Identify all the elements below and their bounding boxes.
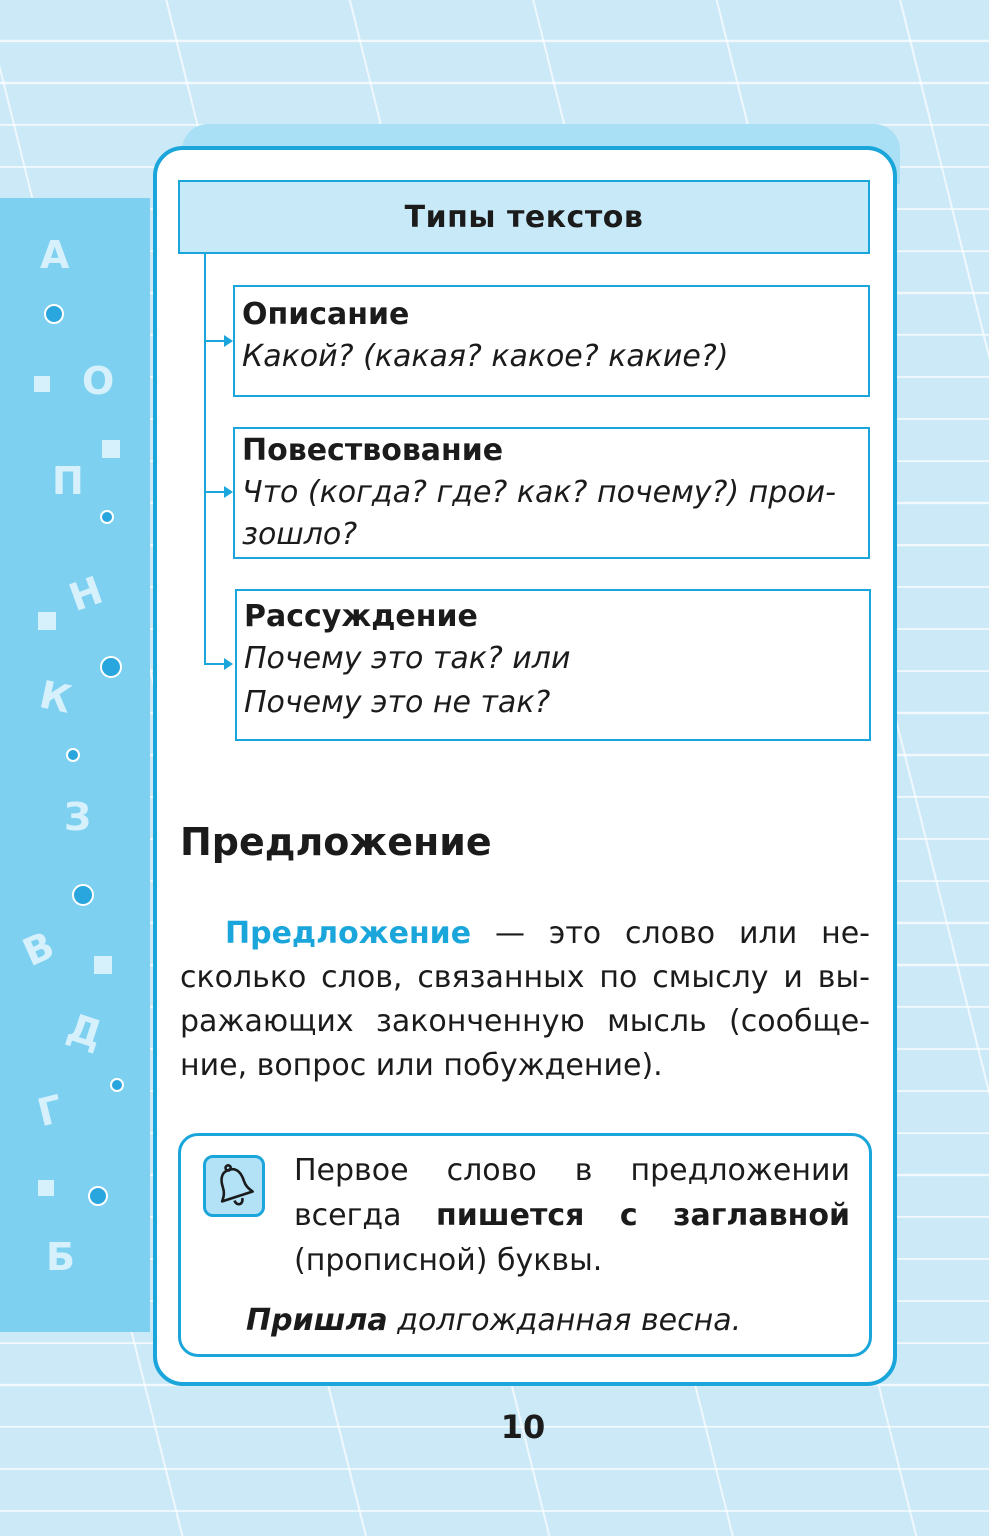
side-letter-z: З xyxy=(64,795,91,839)
text-type-description xyxy=(233,285,870,397)
text-type-question: Почему это не так? xyxy=(244,685,551,720)
decor-square xyxy=(102,440,120,458)
side-letter-a: А xyxy=(40,233,70,277)
rule-text xyxy=(294,1148,850,1283)
arrow-icon xyxy=(224,335,233,347)
connector-branch xyxy=(204,491,226,493)
arrow-icon xyxy=(224,486,233,498)
side-letter-o: О xyxy=(82,359,115,403)
rule-text-bold: пишется с заглавной xyxy=(436,1198,850,1233)
text-type-narration xyxy=(233,427,870,559)
page-number: 10 xyxy=(500,1408,546,1446)
side-letter-v: В xyxy=(16,923,61,975)
definition-text: — это слово или несколько слов, связанных по смыслу и выражающих законченную мысль (сообщение, вопрос или побуждение). xyxy=(180,916,870,1083)
decor-dot xyxy=(44,304,64,324)
definition-term: Предложение xyxy=(225,916,472,951)
decor-square xyxy=(94,956,112,974)
side-letter-k: К xyxy=(35,672,76,722)
decor-square xyxy=(38,1180,54,1196)
text-types-title: Типы текстов xyxy=(178,180,870,254)
text-type-question: Почему это так? или xyxy=(244,641,571,676)
arrow-icon xyxy=(224,658,233,670)
bell-icon xyxy=(203,1155,265,1217)
decor-dot xyxy=(66,748,80,762)
text-type-name: Описание xyxy=(242,297,410,332)
connector-line xyxy=(204,254,206,665)
side-letter-n: Н xyxy=(63,567,109,621)
rule-text-part: Первое слово в предложении всегда xyxy=(294,1153,850,1233)
side-letter-g: Г xyxy=(33,1086,68,1136)
decor-square xyxy=(38,612,56,630)
decor-dot xyxy=(110,1078,124,1092)
connector-branch xyxy=(204,663,226,665)
side-letter-b: Б xyxy=(46,1235,75,1279)
text-type-name: Повествование xyxy=(242,433,504,468)
example-rest: долгожданная весна. xyxy=(387,1303,742,1338)
decor-dot xyxy=(100,656,122,678)
text-type-name: Рассуждение xyxy=(244,599,478,634)
side-letter-p: П xyxy=(52,459,84,503)
example-bold-word: Пришла xyxy=(246,1303,388,1338)
section-title: Предложение xyxy=(180,820,492,864)
definition-paragraph xyxy=(180,912,870,1088)
rule-text-part: (прописной) буквы. xyxy=(294,1243,603,1278)
decorative-side-strip xyxy=(0,198,150,1332)
example-sentence xyxy=(246,1303,741,1338)
decor-square xyxy=(34,376,50,392)
text-type-question: Какой? (какая? какое? какие?) xyxy=(242,339,729,374)
side-letter-d: Д xyxy=(62,1004,108,1058)
decor-dot xyxy=(88,1186,108,1206)
text-type-question: Что (когда? где? как? почему?) прои- xyxy=(242,475,836,510)
text-type-reasoning xyxy=(235,589,871,741)
decor-dot xyxy=(100,510,114,524)
connector-branch xyxy=(204,340,226,342)
decor-dot xyxy=(72,884,94,906)
text-type-question: зошло? xyxy=(242,517,358,552)
